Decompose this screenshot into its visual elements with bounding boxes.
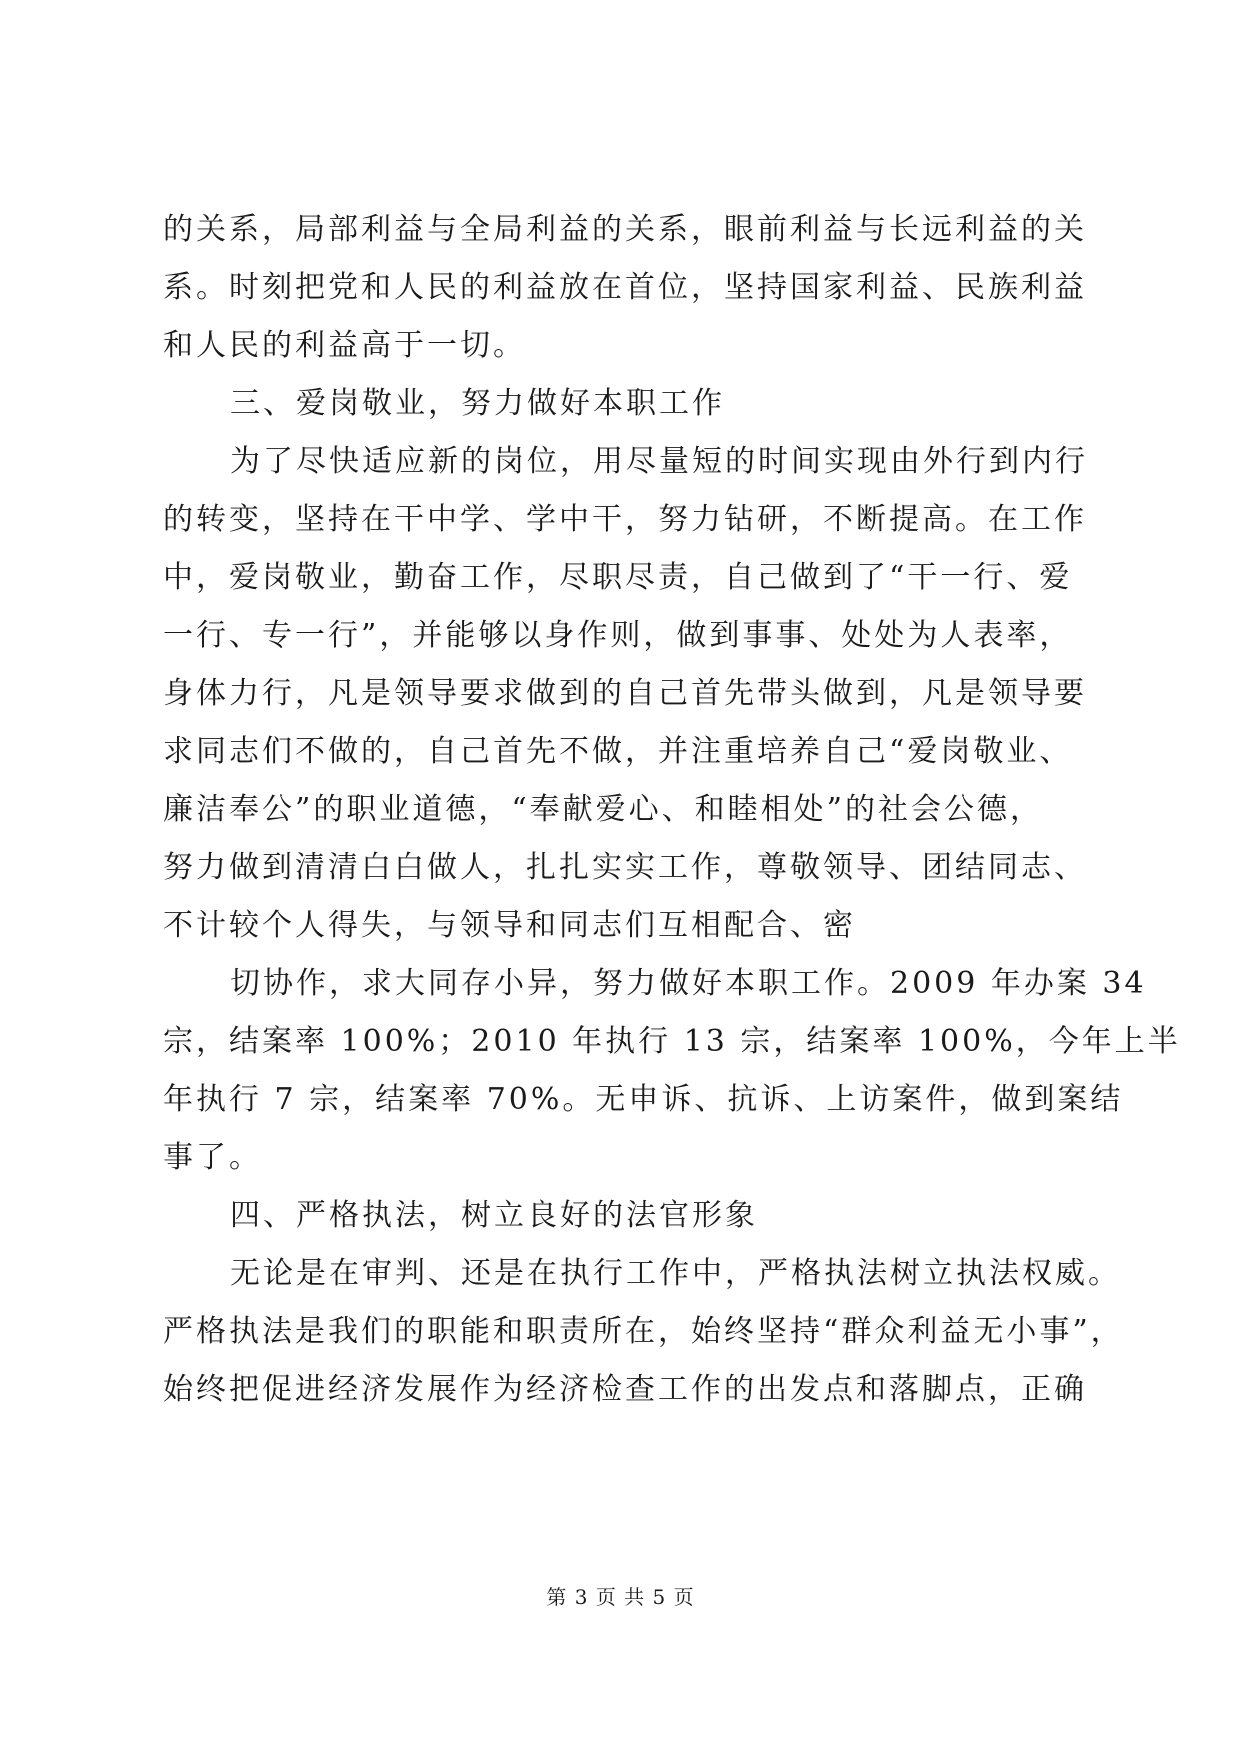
text-line: 廉洁奉公”的职业道德，“奉献爱心、和睦相处”的社会公德， (163, 792, 1044, 827)
text-line: 一行、专一行”，并能够以身作则，做到事事、处处为人表率， (163, 618, 1073, 653)
text-line: 事了。 (163, 1140, 262, 1175)
section-heading: 三、爱岗敬业，努力做好本职工作 (230, 386, 725, 421)
section-heading: 四、严格执法，树立良好的法官形象 (230, 1198, 758, 1233)
text-line: 中，爱岗敬业，勤奋工作，尽职尽责，自己做到了“干一行、爱 (163, 560, 1073, 595)
text-line: 切协作，求大同存小异，努力做好本职工作。2009 年办案 34 (230, 966, 1147, 1001)
text-line: 年执行 7 宗，结案率 70%。无申诉、抗诉、上访案件，做到案结 (163, 1082, 1124, 1117)
text-line: 和人民的利益高于一切。 (163, 328, 526, 363)
text-line: 宗，结案率 100%；2010 年执行 13 宗，结案率 100%，今年上半 (163, 1024, 1181, 1059)
text-line: 努力做到清清白白做人，扎扎实实工作，尊敬领导、团结同志、 (163, 850, 1087, 885)
text-line: 不计较个人得失，与领导和同志们互相配合、密 (163, 908, 856, 943)
text-line: 系。时刻把党和人民的利益放在首位，坚持国家利益、民族利益 (163, 270, 1087, 305)
text-line: 身体力行，凡是领导要求做到的自己首先带头做到，凡是领导要 (163, 676, 1087, 711)
text-line: 的转变，坚持在干中学、学中干，努力钻研，不断提高。在工作 (163, 502, 1087, 537)
text-line: 无论是在审判、还是在执行工作中，严格执法树立执法权威。 (230, 1256, 1121, 1291)
page-number-footer: 第 3 页 共 5 页 (546, 1585, 695, 1609)
text-line: 严格执法是我们的职能和职责所在，始终坚持“群众利益无小事”， (163, 1314, 1124, 1349)
text-line: 求同志们不做的，自己首先不做，并注重培养自己“爱岗敬业、 (163, 734, 1073, 769)
text-line: 始终把促进经济发展作为经济检查工作的出发点和落脚点，正确 (163, 1372, 1087, 1407)
text-line: 为了尽快适应新的岗位，用尽量短的时间实现由外行到内行 (230, 444, 1088, 479)
text-line: 的关系，局部利益与全局利益的关系，眼前利益与长远利益的关 (163, 212, 1087, 247)
